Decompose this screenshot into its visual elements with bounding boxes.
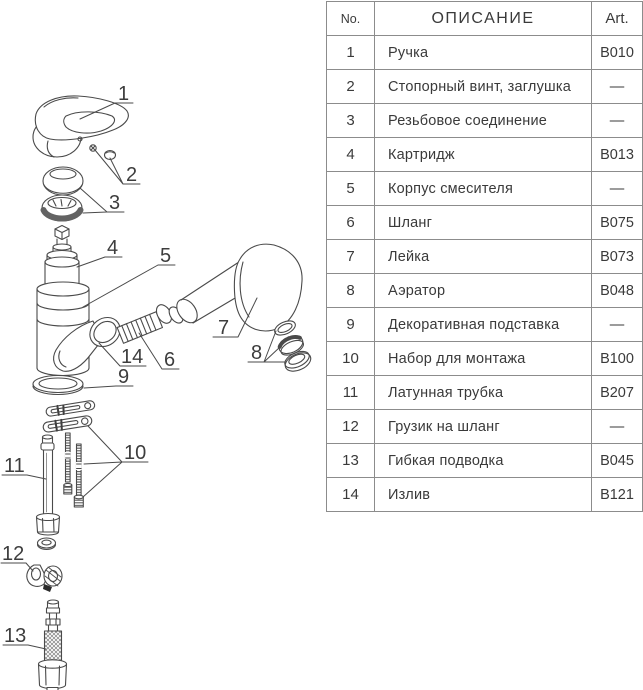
table-row <box>327 240 643 274</box>
callout-labels <box>2 83 262 647</box>
header-no: No. <box>327 2 375 36</box>
callout-11: 11 <box>4 455 25 477</box>
table-row <box>327 274 643 308</box>
cell-art: B207 <box>592 376 643 410</box>
aerator <box>273 318 314 375</box>
cell-desc: Стопорный винт, заглушка <box>375 70 592 104</box>
table-row <box>327 104 643 138</box>
parts-table <box>326 1 643 512</box>
cell-art: — <box>592 410 643 444</box>
cell-desc: Грузик на шланг <box>375 410 592 444</box>
cell-no: 11 <box>327 376 375 410</box>
cell-no: 10 <box>327 342 375 376</box>
cell-no: 14 <box>327 478 375 512</box>
callout-12: 12 <box>2 543 25 565</box>
cell-desc: Ручка <box>375 36 592 70</box>
cell-desc: Набор для монтажа <box>375 342 592 376</box>
cell-desc: Шланг <box>375 206 592 240</box>
hose-weight <box>27 565 62 592</box>
cell-desc: Лейка <box>375 240 592 274</box>
table-row <box>327 444 643 478</box>
table-row <box>327 410 643 444</box>
cell-art: — <box>592 172 643 206</box>
cell-no: 8 <box>327 274 375 308</box>
table-row <box>327 478 643 512</box>
brass-tube <box>37 435 60 550</box>
table-row <box>327 36 643 70</box>
callout-5: 5 <box>160 245 172 267</box>
decorative-base <box>33 376 83 395</box>
cell-art: B048 <box>592 274 643 308</box>
table-row <box>327 206 643 240</box>
table-row <box>327 342 643 376</box>
callout-2: 2 <box>126 164 138 186</box>
handle-part <box>33 96 128 157</box>
cell-desc: Декоративная подставка <box>375 308 592 342</box>
table-row <box>327 376 643 410</box>
cell-art: B121 <box>592 478 643 512</box>
cell-desc: Корпус смесителя <box>375 172 592 206</box>
cell-desc: Излив <box>375 478 592 512</box>
cell-no: 12 <box>327 410 375 444</box>
cell-desc: Аэратор <box>375 274 592 308</box>
table-row <box>327 138 643 172</box>
flex-hose <box>39 600 67 690</box>
cell-no: 6 <box>327 206 375 240</box>
cell-art: B010 <box>592 36 643 70</box>
cell-desc: Латунная трубка <box>375 376 592 410</box>
cell-art: B075 <box>592 206 643 240</box>
cell-art: — <box>592 70 643 104</box>
cell-art: B073 <box>592 240 643 274</box>
cell-art: — <box>592 104 643 138</box>
table-row <box>327 308 643 342</box>
table-row <box>327 70 643 104</box>
callout-9: 9 <box>118 366 130 388</box>
callout-8: 8 <box>251 342 263 364</box>
callout-7: 7 <box>218 317 230 339</box>
callout-1: 1 <box>118 83 130 105</box>
cell-art: — <box>592 308 643 342</box>
cell-no: 3 <box>327 104 375 138</box>
cell-desc: Гибкая подводка <box>375 444 592 478</box>
cartridge <box>45 226 79 289</box>
callout-14: 14 <box>121 346 144 368</box>
cell-no: 4 <box>327 138 375 172</box>
callout-4: 4 <box>107 237 119 259</box>
header-art: Art. <box>592 2 643 36</box>
set-screw-plug <box>90 145 116 160</box>
cell-no: 7 <box>327 240 375 274</box>
cell-no: 5 <box>327 172 375 206</box>
spout <box>54 312 126 372</box>
cell-desc: Картридж <box>375 138 592 172</box>
table-row <box>327 172 643 206</box>
cell-no: 13 <box>327 444 375 478</box>
cell-art: B045 <box>592 444 643 478</box>
callout-13: 13 <box>4 625 27 647</box>
spray-head <box>166 244 302 331</box>
cell-no: 9 <box>327 308 375 342</box>
callout-10: 10 <box>124 442 147 464</box>
hose <box>117 302 174 343</box>
cell-desc: Резьбовое соединение <box>375 104 592 138</box>
header-description: ОПИСАНИЕ <box>375 2 592 36</box>
cell-art: B013 <box>592 138 643 172</box>
cell-no: 2 <box>327 70 375 104</box>
callout-6: 6 <box>164 349 176 371</box>
cell-art: B100 <box>592 342 643 376</box>
mounting-kit <box>43 400 96 507</box>
threaded-connection <box>42 167 83 221</box>
cell-no: 1 <box>327 36 375 70</box>
callout-3: 3 <box>109 192 121 214</box>
table-header-row <box>327 2 643 36</box>
